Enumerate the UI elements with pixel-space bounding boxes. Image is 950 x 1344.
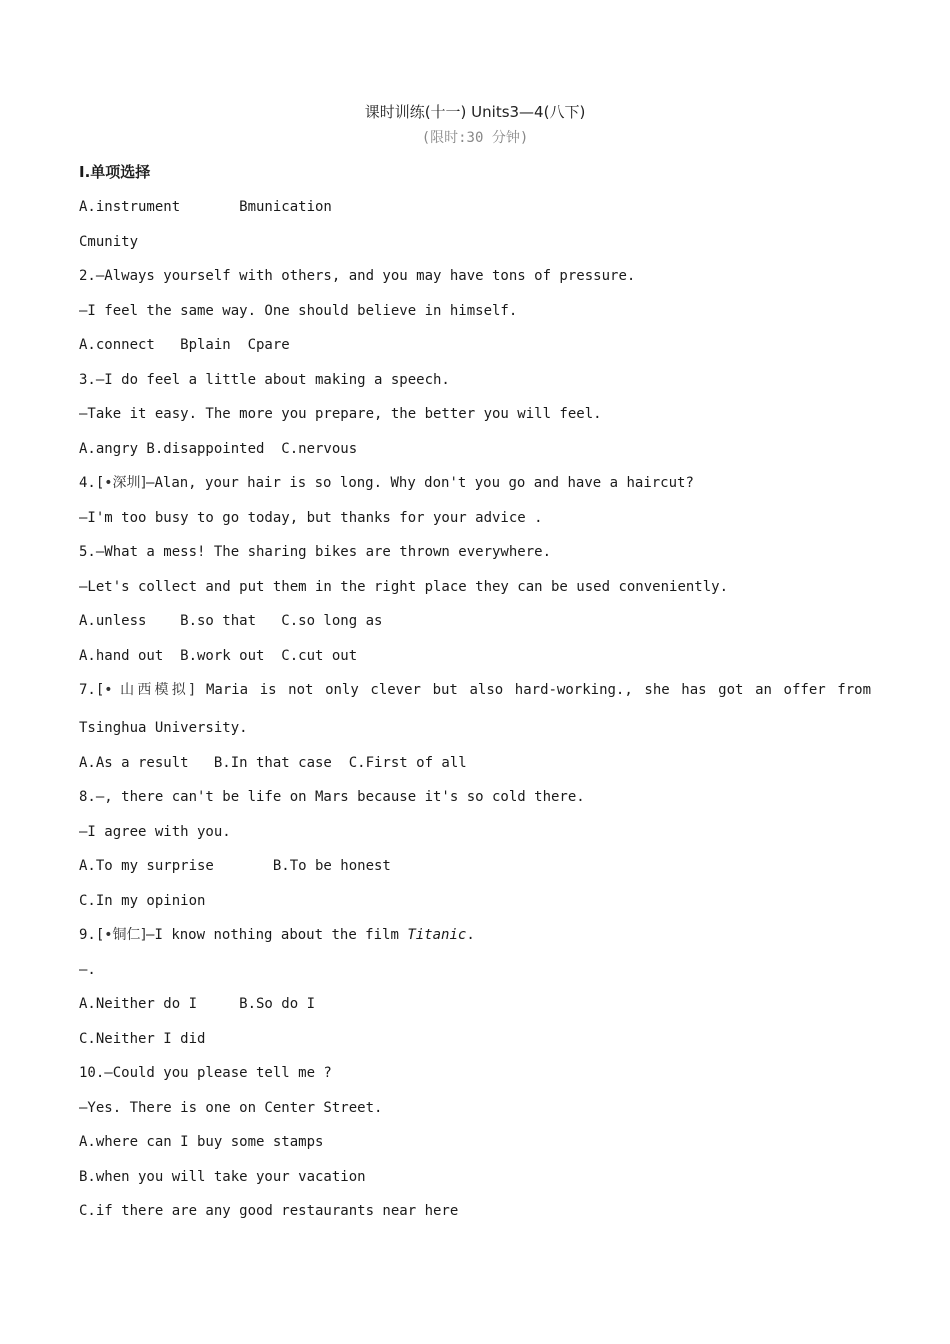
- q3-options: A.angry B.disappointed C.nervous: [79, 440, 358, 457]
- q10-reply: —Yes. There is one on Center Street.: [79, 1099, 383, 1116]
- q9-prompt-text: —I know nothing about the film: [146, 927, 408, 943]
- q8-options-line2: C.In my opinion: [79, 892, 206, 909]
- q9-options-line2: C.Neither I did: [79, 1030, 206, 1047]
- q7-number: 7.[: [79, 682, 105, 698]
- q7-prompt-continued: Tsinghua University.: [79, 720, 248, 736]
- q3-reply: —Take it easy. The more you prepare, the better you will feel.: [79, 406, 602, 422]
- q4-prompt: [79, 472, 879, 494]
- q9-options-line1: A.Neither do I B.So do I: [79, 996, 316, 1012]
- q4-number: 4.[: [79, 475, 105, 491]
- q4-reply: —I'm too busy to go today, but thanks for your advice .: [79, 509, 543, 526]
- q3-prompt: 3.—I do feel a little about making a speech.: [79, 371, 450, 388]
- q8-options-line1: A.To my surprise B.To be honest: [79, 858, 391, 874]
- q7-options: A.As a result B.In that case C.First of all: [79, 754, 467, 771]
- q7-source: • 山西模拟]: [104, 682, 195, 698]
- q4-prompt-text: —Alan, your hair is so long. Why don't you go and have a haircut?: [146, 475, 694, 491]
- q10-option-c: C.if there are any good restaurants near here: [79, 1203, 459, 1219]
- q1-options-line2: Cmunity: [79, 233, 139, 250]
- q2-reply: —I feel the same way. One should believe in himself.: [79, 302, 518, 319]
- question-list: [79, 196, 879, 1235]
- q10-prompt: 10.—Could you please tell me ?: [79, 1065, 332, 1081]
- q2-prompt: 2.—Always yourself with others, and you may have tons of pressure.: [79, 268, 636, 284]
- q2-options: A.connect Bplain Cpare: [79, 337, 290, 353]
- q4-source: •深圳]: [104, 475, 147, 491]
- q5-options: A.unless B.so that C.so long as: [79, 613, 383, 629]
- q7-prompt: [79, 679, 871, 701]
- q5-reply: —Let's collect and put them in the right place they can be used conveniently.: [79, 578, 729, 595]
- q8-reply: —I agree with you.: [79, 823, 231, 840]
- q9-number: 9.[: [79, 927, 105, 943]
- time-limit: (限时:30 分钟): [421, 130, 529, 146]
- page-title: 课时训练(十一) Units3—4(八下): [364, 103, 586, 121]
- q9-reply: —.: [79, 961, 96, 978]
- q9-prompt-end: .: [466, 927, 475, 943]
- q10-option-b: B.when you will take your vacation: [79, 1168, 366, 1185]
- q7-prompt-text: Maria is not only clever but also hard-working., she has got an offer from: [194, 682, 871, 698]
- q6-options: A.hand out B.work out C.cut out: [79, 647, 358, 664]
- q9-prompt: [79, 924, 879, 946]
- q8-prompt: 8.—, there can't be life on Mars because it's so cold there.: [79, 789, 585, 805]
- q9-source: •铜仁]: [104, 927, 147, 943]
- section-heading: Ⅰ.单项选择: [79, 163, 151, 181]
- q10-option-a: A.where can I buy some stamps: [79, 1134, 324, 1150]
- q9-film-title: Titanic: [407, 927, 467, 943]
- q5-prompt: 5.—What a mess! The sharing bikes are thrown everywhere.: [79, 544, 552, 560]
- q1-options-line1: A.instrument Bmunication: [79, 199, 332, 215]
